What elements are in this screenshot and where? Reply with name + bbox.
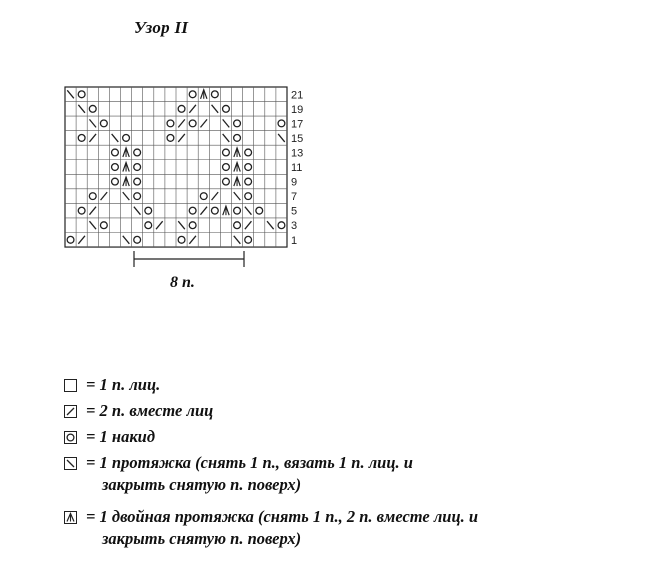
row-number: 11 (291, 162, 303, 175)
legend-text: = 1 двойная протяжка (снять 1 п., 2 п. вместе лиц. и (86, 507, 479, 526)
row-number: 17 (291, 118, 304, 131)
legend-item-k2tog (64, 400, 654, 422)
legend (64, 374, 654, 548)
ssk-icon (64, 457, 77, 470)
legend-text: = 1 протяжка (снять 1 п., вязать 1 п. лиц. и (86, 453, 413, 472)
knit-stitch-icon (64, 379, 77, 392)
row-number: 1 (291, 234, 298, 247)
row-number: 21 (291, 89, 304, 102)
legend-item-knit (64, 374, 654, 396)
legend-text: = 2 п. вместе лиц (86, 401, 214, 420)
legend-text: = 1 п. лиц. (86, 375, 161, 394)
row-number: 9 (291, 176, 298, 189)
repeat-width-label: 8 п. (170, 274, 195, 291)
row-number: 7 (291, 191, 298, 204)
legend-text-continued: закрыть снятую п. поверх) (102, 529, 302, 548)
row-number: 15 (291, 132, 304, 145)
row-number: 13 (291, 147, 304, 160)
legend-text: = 1 накид (86, 427, 156, 446)
row-number: 19 (291, 103, 304, 116)
legend-item-ssk (64, 452, 654, 496)
legend-item-cdd (64, 506, 654, 550)
double-decrease-icon (64, 511, 77, 524)
yarn-over-icon (64, 431, 77, 444)
k2tog-icon (64, 405, 77, 418)
row-number: 3 (291, 220, 298, 233)
legend-text-continued: закрыть снятую п. поверх) (102, 475, 302, 494)
row-number: 5 (291, 205, 298, 218)
pattern-title: Узор II (134, 18, 189, 37)
legend-item-yo (64, 426, 654, 448)
